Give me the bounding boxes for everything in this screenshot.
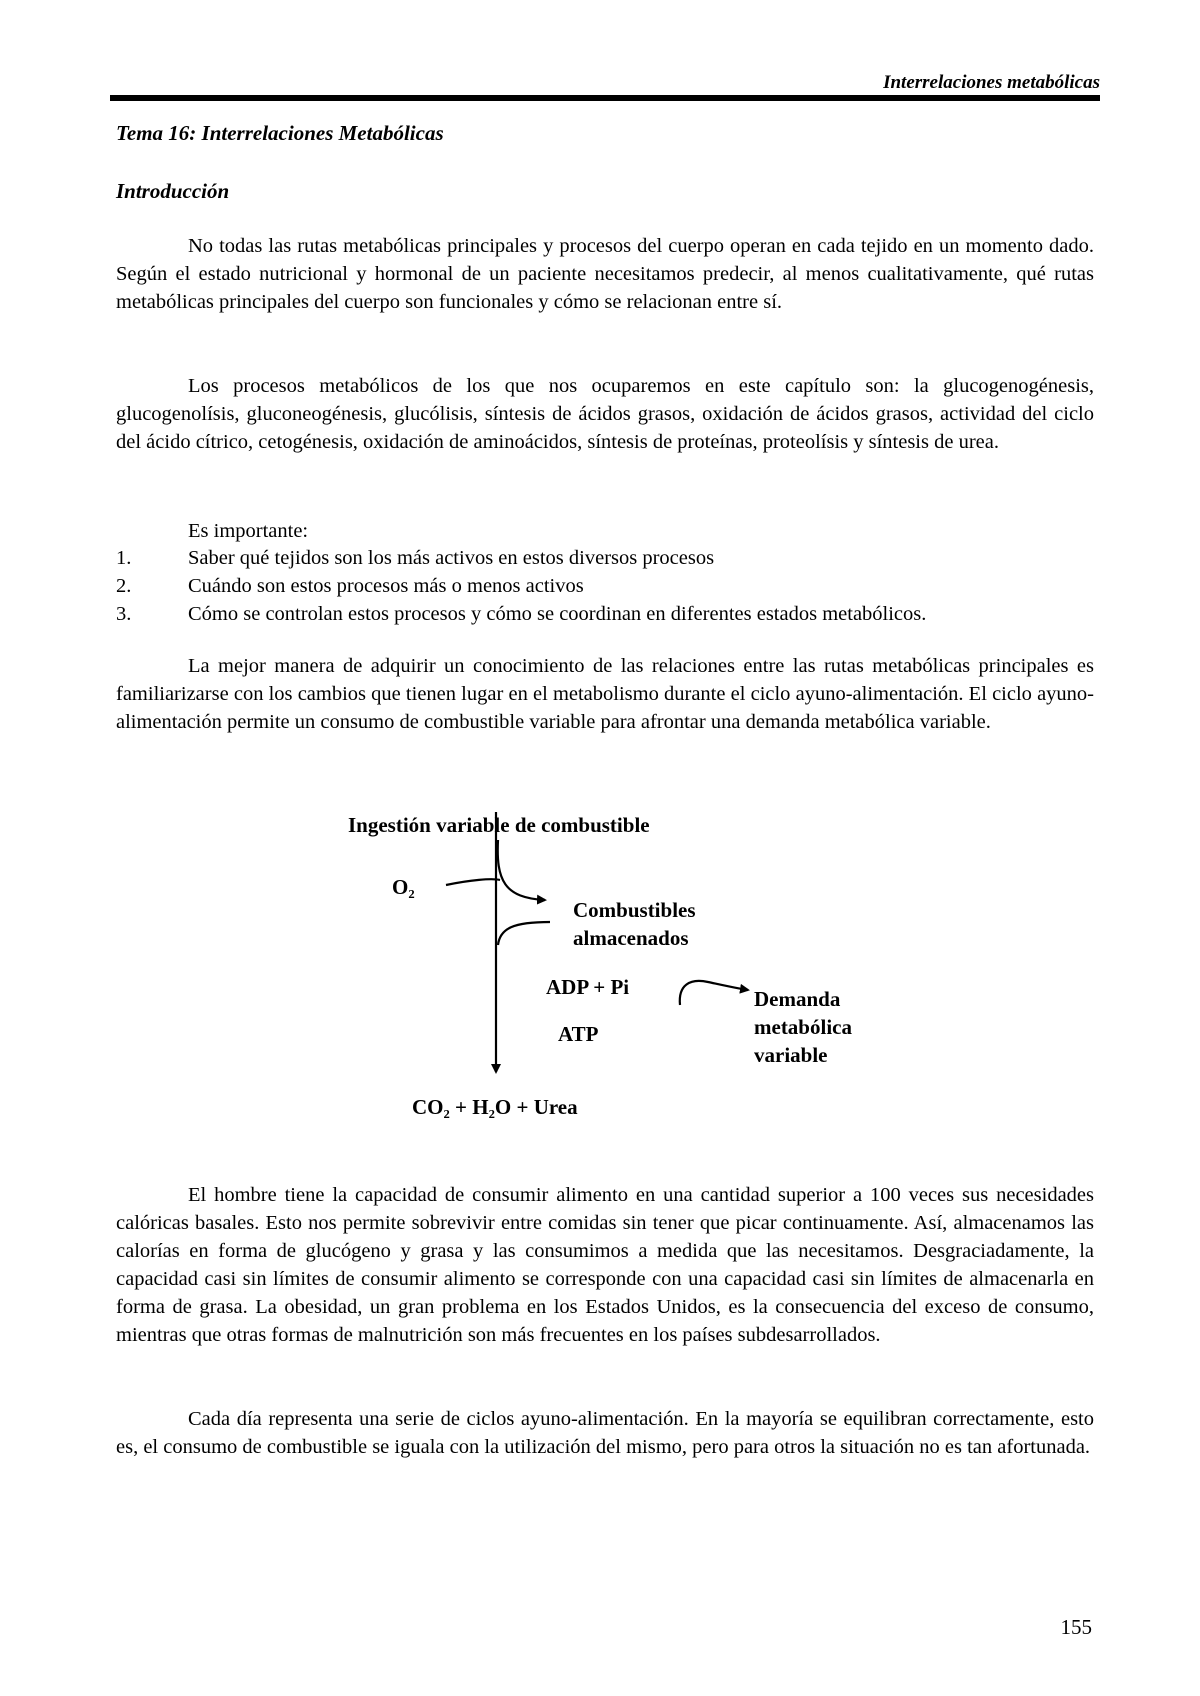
list-item — [116, 544, 1094, 572]
list-item-number: 2. — [116, 575, 132, 597]
storage-out-curve — [498, 922, 550, 945]
list-item — [116, 600, 1094, 628]
paragraph-5: Cada día representa una serie de ciclos ayuno-alimentación. En la mayoría se equilibran correctamente, esto es, el consumo de combustible se iguala con la utilización del mismo, pero para otros la situación no es tan afortunada. — [116, 1408, 1094, 1458]
page-number: 155 — [1060, 1615, 1092, 1639]
diagram-o2-label: O₂ — [392, 875, 415, 899]
diagram-atp-label: ATP — [558, 1022, 599, 1046]
diagram-top-label: Ingestión variable de combustible — [348, 813, 650, 837]
section-heading: Introducción — [116, 179, 230, 203]
numbered-list — [116, 544, 1094, 628]
o2-input-line — [446, 879, 500, 885]
chapter-title: Tema 16: Interrelaciones Metabólicas — [116, 121, 444, 145]
diagram-stored-label-1: Combustibles — [573, 898, 696, 922]
list-item-number: 1. — [116, 547, 132, 569]
diagram-stored-label-2: almacenados — [573, 926, 689, 950]
paragraph-4: El hombre tiene la capacidad de consumir alimento en una cantidad superior a 100 veces sus necesidades calóricas basales. Esto nos permite sobrevivir entre comidas sin tener que picar continuamente. Así, almacenamos las calorías en forma de glucógeno y grasa y las consumimos a medida que las necesitamos. Desgraciadamente, la capacidad casi sin límites de consumir alimento se corresponde con una capacidad casi sin límites de almacenarla en forma de grasa. La obesidad, un gran problema en los Estados Unidos, es la consecuencia del exceso de consumo, mientras que otras formas de malnutrición son más frecuentes en los países subdesarrollados. — [116, 1184, 1094, 1346]
diagram-adp-label: ADP + Pi — [546, 975, 630, 999]
diagram-bottom-label: CO₂ + H₂O + Urea — [412, 1095, 578, 1119]
paragraph-1: No todas las rutas metabólicas principales y procesos del cuerpo operan en cada tejido en un momento dado. Según el estado nutricional y hormonal de un paciente necesitamos predecir, al menos cualitativamente, qué rutas metabólicas principales del cuerpo son funcionales y cómo se relacionan entre sí. — [116, 235, 1094, 313]
diagram-demand-label-2: metabólica — [754, 1015, 852, 1039]
list-intro: Es importante: — [188, 520, 309, 542]
list-item-text: Saber qué tejidos son los más activos en estos diversos procesos — [188, 547, 715, 569]
storage-in-arrow — [498, 840, 545, 900]
list-item — [116, 572, 1094, 600]
paragraph-3: La mejor manera de adquirir un conocimiento de las relaciones entre las rutas metabólicas principales es familiarizarse con los cambios que tienen lugar en el metabolismo durante el ciclo ayuno-alimentación. El ciclo ayuno-alimentación permite un consumo de combustible variable para afrontar una demanda metabólica variable. — [116, 655, 1094, 733]
diagram-demand-label-3: variable — [754, 1043, 828, 1067]
list-item-text: Cómo se controlan estos procesos y cómo se coordinan en diferentes estados metabólicos. — [188, 603, 927, 625]
header-rule — [110, 95, 1100, 101]
diagram-demand-label-1: Demanda — [754, 987, 841, 1011]
running-header-title: Interrelaciones metabólicas — [883, 72, 1100, 93]
paragraph-2: Los procesos metabólicos de los que nos ocuparemos en este capítulo son: la glucogenogénesis, glucogenolísis, gluconeogénesis, glucólisis, síntesis de ácidos grasos, oxidación de ácidos grasos, actividad del ciclo del ácido cítrico, cetogénesis, oxidación de aminoácidos, síntesis de proteínas, proteolísis y síntesis de urea. — [116, 375, 1094, 453]
list-item-number: 3. — [116, 603, 132, 625]
list-item-text: Cuándo son estos procesos más o menos activos — [188, 575, 584, 597]
atp-demand-arrow — [680, 981, 748, 1005]
